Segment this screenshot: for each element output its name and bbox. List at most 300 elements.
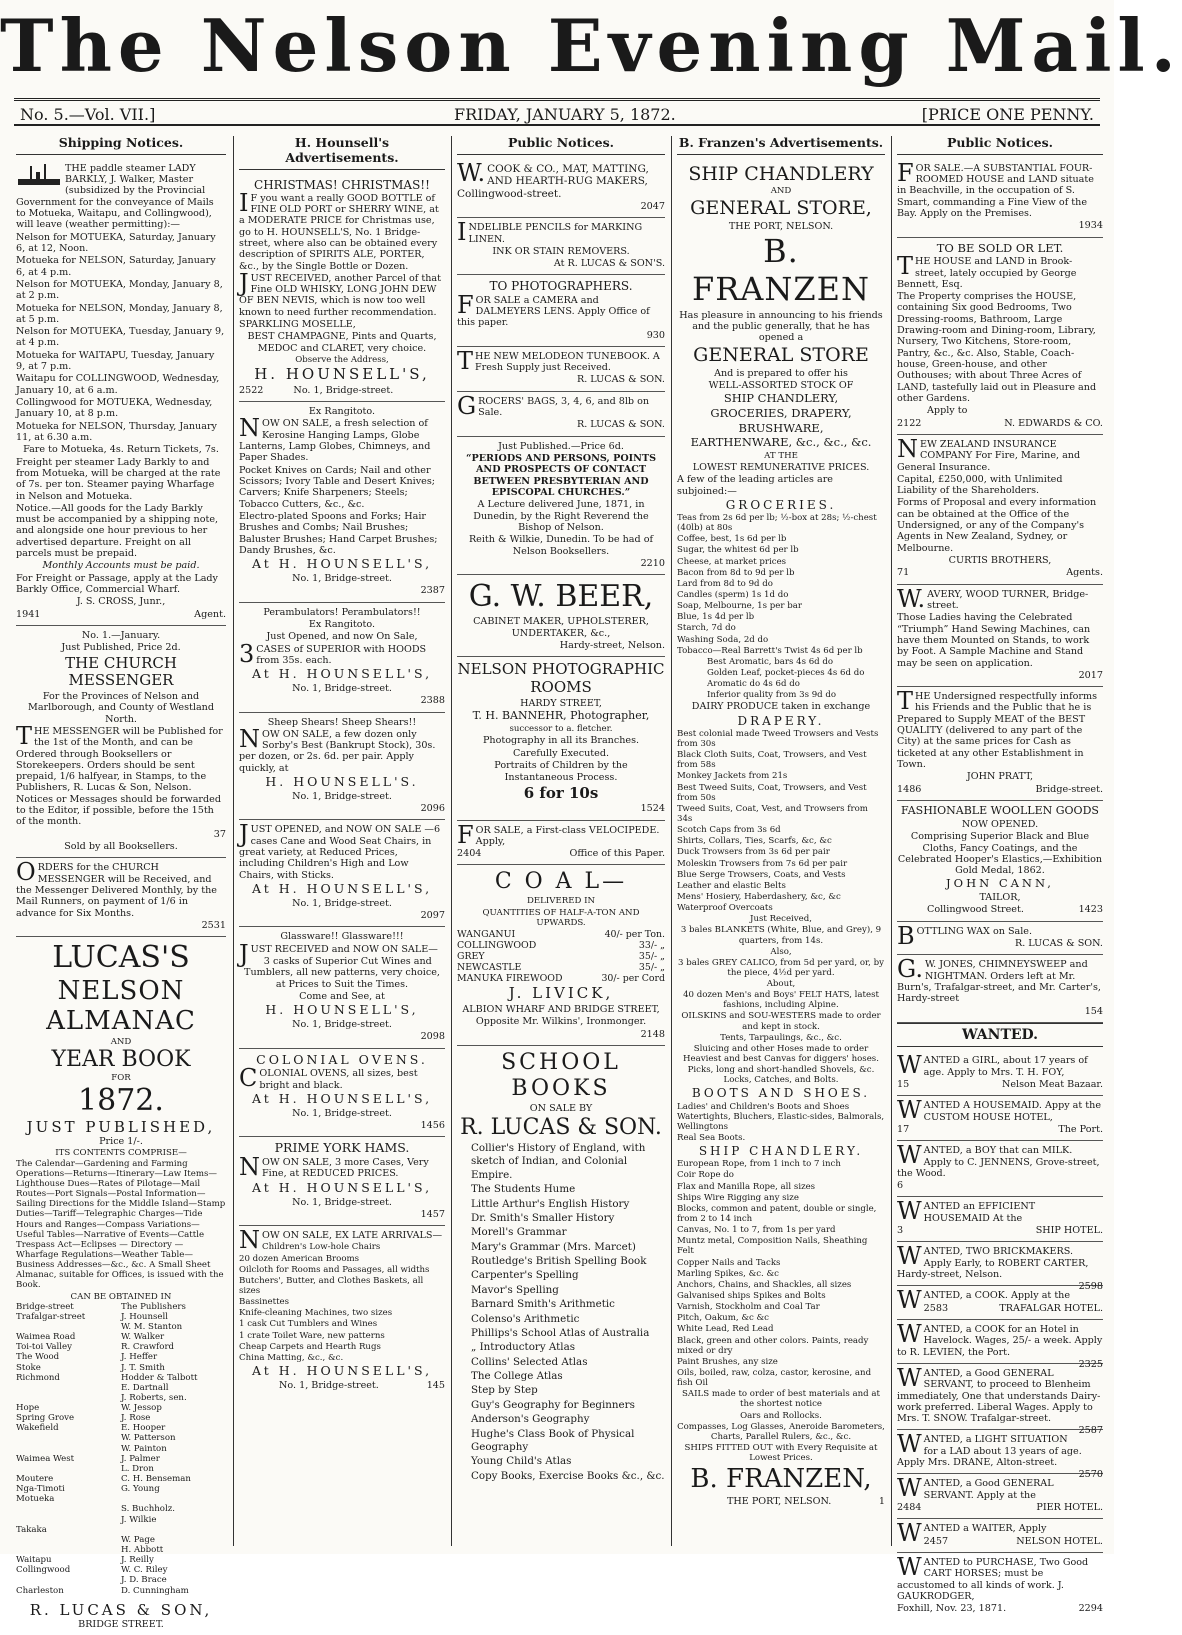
ad-body: A Lecture delivered June, 1871, in Dunedin, by the Right Reverend the Bishop of Nelson. [473, 499, 649, 533]
almanac-title: NELSON ALMANAC [46, 975, 196, 1037]
column-rule [891, 136, 892, 1546]
ad-number: 2598 [1078, 1281, 1103, 1293]
list-item: Marling Spikes, &c. &c [677, 1268, 779, 1279]
ad-body: WANTED, a BOY that can MILK. Apply to C. JENNENS, Grove-street, the Wood. [897, 1141, 1100, 1179]
agent-row: Hope W. Jessop [16, 1403, 162, 1414]
list-item: Canvas, No. 1 to 7, from 1s per yard [677, 1225, 836, 1236]
ad-lady-barkly [16, 159, 226, 626]
ad-photographers [457, 275, 665, 346]
ad-arrivals [239, 1226, 445, 1396]
ad-body: Office of this Paper. [569, 848, 665, 860]
list-item: Aromatic do 4s 6d do [707, 679, 800, 690]
list-item: Oilcloth for Rooms and Passages, all widths [239, 1264, 430, 1275]
notice: Notice.—All goods for the Lady Barkly must be accompanied by a shipping note, and alongside one hour previous to her advertised departure. Freight on all parcels must be prepaid. [16, 502, 219, 560]
agent-row: Collingwood W. C. Riley [16, 1565, 168, 1576]
agent-row: W. M. Stanton [121, 1321, 183, 1332]
agent-row: L. Dron [121, 1463, 154, 1474]
list-item: 1 crate Toilet Ware, new patterns [239, 1330, 385, 1341]
list-item: Golden Leaf, pocket-pieces 4s 6d do [707, 667, 865, 678]
almanac-price: Price 1/-. [99, 1136, 143, 1148]
ad-body: TRAFALGAR HOTEL. [999, 1302, 1103, 1314]
sailing: Collingwood for MOTUEKA, Wednesday, January 10, at 8 p.m. [16, 397, 213, 420]
ad-glassware [239, 927, 445, 1048]
ad-pratt [897, 687, 1103, 801]
ad-body: Carefully Executed. [512, 747, 610, 759]
ad-body: FOR SALE, a First-class VELOCIPEDE. Apply, [457, 820, 660, 849]
book-item: Collins' Selected Atlas [471, 1355, 588, 1368]
agent-row: Wakefield E. Hooper [16, 1423, 166, 1434]
wanted-ad [897, 1242, 1103, 1293]
hounsell-name: H. HOUNSELL'S, [265, 1002, 419, 1018]
agent-row: Charleston D. Cunningham [16, 1585, 189, 1596]
sailing: Motueka for NELSON, Saturday, January 6, at 4 p.m. [16, 255, 216, 278]
ad-body: WANTED an EFFICIENT HOUSEMAID At the [897, 1197, 1036, 1226]
price-row: GREY 35/- „ [457, 951, 665, 963]
ad-body: Photography in all its Branches. [482, 735, 640, 747]
list-item: Coffee, best, 1s 6d per lb [677, 534, 787, 545]
list-item: Butchers', Butter, and Clothes Baskets, all sizes [239, 1275, 424, 1297]
ad-number: 71 [897, 567, 910, 579]
ad-body: UNDERTAKER, &c., [511, 627, 611, 639]
ad-number: 2583 [923, 1302, 949, 1314]
sailing: Waitapu for COLLINGWOOD, Wednesday, January 10, at 6 a.m. [16, 373, 220, 396]
agent-row: J. D. Brace [121, 1575, 167, 1586]
ad-body: HARDY STREET, [520, 697, 602, 709]
ad-body: EARTHENWARE, &c., &c., &c. [690, 435, 872, 450]
ad-body: Bridge-street. [1035, 783, 1103, 795]
ad-body: NOW OPENED. [961, 818, 1039, 830]
list-item: Moleskin Trowsers from 7s 6d per pair [677, 858, 848, 869]
list-item: Black Cloth Suits, Coat, Trowsers, and Vest from 58s [677, 750, 867, 771]
ad-coal [457, 865, 665, 1045]
list-item: Inferior quality from 3s 9d do [707, 690, 837, 701]
ad-melodeon [457, 347, 665, 392]
ad-number: 2047 [640, 200, 665, 212]
ad-body: Portraits of Children by the [494, 759, 628, 771]
column-heading: Shipping Notices. [16, 136, 226, 155]
ad-number: 2587 [1078, 1425, 1103, 1437]
ad-body: JUST OPENED, and NOW ON SALE —6 cases Cane and Wood Seat Chairs, in great variety, at Reduced Prices, including Children's High and Low Chairs, with Sticks. [239, 820, 441, 881]
monthly: Monthly Accounts must be paid. [42, 560, 200, 572]
column-rule [451, 136, 452, 1546]
ad-title: Ex Rangitoto. [308, 618, 376, 630]
list-item: Scotch Caps from 3s 6d [677, 825, 781, 836]
book-item: Carpenter's Spelling [471, 1269, 579, 1282]
section-title: GROCERIES. [725, 497, 837, 512]
ad-body: Apply to [927, 405, 968, 417]
almanac-year: 1872. [78, 1083, 164, 1119]
list-item: Soap, Melbourne, 1s per bar [677, 601, 802, 612]
ad-body: SHIP CHANDLERY, [723, 391, 839, 406]
ad-title: Perambulators! Perambulators!! [263, 606, 421, 618]
wanted-ad [897, 1553, 1103, 1620]
ad-body: THE PORT, NELSON. [728, 220, 834, 232]
book-item: Colenso's Arithmetic [471, 1312, 580, 1325]
ad-number: 1486 [897, 783, 922, 795]
ad-body: Pocket Knives on Cards; Nail and other Scissors; Ivory Table and Desert Knives; Carvers; Knife Sharpeners; Steels; Tobacco Cutters, &c., &c. [239, 464, 435, 510]
ad-title: SCHOOL BOOKS [501, 1049, 621, 1101]
ad-body: WANTED, TWO BRICKMAKERS. Apply Early, to ROBERT CARTER, Hardy-street, Nelson. [897, 1242, 1089, 1281]
ad-body: 6 for 10s [523, 783, 599, 802]
ad-body: SAILS made to order of best materials and at the shortest notice [682, 1389, 880, 1410]
fares: Fare to Motueka, 4s. Return Tickets, 7s. [23, 444, 219, 456]
list-item: Lard from 8d to 9d do [677, 578, 773, 589]
address: No. 1, Bridge-street. [293, 384, 394, 396]
agent-row: Waimea Road W. Walker [16, 1332, 165, 1343]
ad-body: Observe the Address, [295, 355, 389, 366]
ad-body: DELIVERED IN [526, 896, 596, 907]
ad-body: WANTED A HOUSEMAID. Appy at the CUSTOM HOUSE HOTEL, [897, 1096, 1102, 1125]
ad-title: CHRISTMAS! CHRISTMAS!! [254, 177, 430, 192]
issue-price: [PRICE ONE PENNY. [921, 105, 1094, 124]
mess-no: No. 1.—January. [81, 629, 161, 641]
franzen-name: B. FRANZEN, [690, 1464, 872, 1495]
ad-body: NOW ON SALE, 3 more Cases, Very Fine, at REDUCED PRICES. [239, 1153, 429, 1182]
agents-head: CAN BE OBTAINED IN [70, 1291, 172, 1302]
ad-body: JUST RECEIVED, another Parcel of that Fine OLD WHISKY, LONG JOHN DEW OF BEN NEVIS, which is now too well known to need further recommendation. [239, 268, 441, 318]
ad-perambulators [239, 603, 445, 713]
ad-body: 40 dozen Men's and Boys' FELT HATS, latest fashions, including Alpine. [683, 990, 879, 1011]
address: No. 1, Bridge-street. [292, 1196, 392, 1208]
agent-row: J. Roberts, sen. [121, 1392, 187, 1403]
ad-photo-rooms [457, 657, 665, 820]
agent-row: W. Patterson [121, 1433, 176, 1444]
book-item: Routledge's British Spelling Book [471, 1255, 647, 1268]
ad-body: Instantaneous Process. [504, 772, 618, 784]
ad-hams [239, 1137, 445, 1226]
ad-number: 1934 [1078, 220, 1103, 232]
agent-row: Trafalgar-street J. Hounsell [16, 1311, 168, 1322]
hounsell-name: At H. HOUNSELL'S, [251, 1179, 433, 1195]
almanac-pub: JUST PUBLISHED, [26, 1117, 216, 1136]
wanted-ad [897, 1519, 1103, 1553]
address: No. 1, Bridge-street. [292, 1107, 392, 1119]
ad-title: GENERAL STORE [693, 344, 869, 367]
almanac-title: LUCAS'S [52, 940, 190, 976]
section-title: SHIP CHANDLERY. [698, 1144, 864, 1159]
apply: For Freight or Passage, apply at the Lady Barkly Office, Commercial Wharf. [16, 572, 218, 595]
ad-body: GROCERIES, DRAPERY, [710, 406, 852, 421]
ad-number: 930 [646, 329, 665, 341]
sailing: Nelson for MOTUEKA, Monday, January 8, at 2 p.m. [16, 278, 223, 302]
book-item: Anderson's Geography [471, 1413, 590, 1426]
ad-body: NELSON HOTEL. [1016, 1535, 1103, 1547]
ad-body: “PERIODS AND PERSONS, POINTS AND PROSPECTS OF CONTACT BETWEEN PRESBYTERIAN AND EPISCOPAL CHURCHES.” [465, 453, 657, 498]
list-item: Tweed Suits, Coat, Vest, and Trowsers from 34s [677, 803, 868, 824]
ad-periods [457, 437, 665, 575]
price-row: MANUKA FIREWOOD 30/- per Cord [457, 973, 665, 985]
ad-number: 2388 [420, 695, 445, 707]
ad-body: Compasses, Log Glasses, Aneroide Barometers, Charts, Parallel Rulers, &c., &c. [677, 1421, 885, 1442]
ad-body: WANTED, a Good GENERAL SERVANT. Apply at the [897, 1474, 1054, 1503]
franzen-name: B. FRANZEN [692, 232, 870, 308]
ad-number: 3 [897, 1225, 904, 1237]
ad-jones [897, 955, 1103, 1023]
ad-body: IF you want a really GOOD BOTTLE of FINE OLD PORT or SHERRY WINE, at a MODERATE PRICE for Christmas use, go to H. HOUNSELL'S, No. 1 Bridge-street, where also can be obtained every description of SPIRITS ALE, PORTER, &c., by the Single Bottle or Dozen. [239, 188, 439, 272]
ad-number: 2122 [897, 417, 922, 429]
book-item: Morell's Grammar [471, 1226, 567, 1239]
list-item: Blocks, common and patent, double or single, from 2 to 14 inch [677, 1203, 877, 1225]
ad-body: FOR SALE.—A SUBSTANTIAL FOUR-ROOMED HOUSE and LAND situate in Beachville, in the occupation of S. Smart, commanding a Fine View of the Bay. Apply on the Premises. [897, 158, 1094, 219]
ad-number: 2522 [239, 384, 264, 396]
ad-body: Foxhill, Nov. 23, 1871. [897, 1603, 1007, 1615]
hounsell-name: H. HOUNSELL'S. [265, 774, 419, 790]
mess-sold: Sold by all Booksellers. [64, 841, 178, 852]
column-public-notices-2 [897, 135, 1103, 1615]
ad-body: Electro-plated Spoons and Forks; Hair Brushes and Combs; Nail Brushes; Baluster Brushes; Hand Carpet Brushes; Dandy Brushes, &c. [239, 510, 438, 556]
book-item: Mavor's Spelling [471, 1283, 559, 1296]
hounsell-name: At H. HOUNSELL'S, [251, 1363, 433, 1379]
mess-title: THE CHURCH MESSENGER [65, 653, 177, 690]
ad-body: The Property comprises the HOUSE, containing Six good Bedrooms, Two Dressing-rooms, Bathroom, Large Drawing-room and Dining-room, Library, Nursery, Two Kitchens, Store-room, Pantry, &c., &c. Also, Stable, Coach-house, Green-house, and other Outhouses; with about Three Acres of LAND, tastefully laid out in Pleasure and other Gardens. [897, 291, 1097, 404]
ad-title: C O A L— [494, 869, 628, 895]
ad-wax [897, 922, 1103, 956]
ad-shears [239, 713, 445, 821]
agent-row: Takaka [16, 1524, 47, 1535]
ad-body: NEW ZEALAND INSURANCE COMPANY For Fire, Marine, and General Insurance. [897, 434, 1081, 473]
list-item: Black, green and other colors. Paints, ready mixed or dry [677, 1335, 869, 1356]
ad-title: Sheep Shears! Sheep Shears!! [267, 716, 417, 728]
list-item: Varnish, Stockholm and Coal Tar [677, 1302, 820, 1313]
ad-number: 2294 [1078, 1603, 1103, 1615]
list-item: White Lead, Red Lead [677, 1324, 774, 1335]
ad-number: 145 [426, 1379, 445, 1391]
ad-body: A few of the leading articles are subjoined:— [677, 474, 833, 497]
ad-body: INK OR STAIN REMOVERS. [492, 245, 630, 257]
hounsell-name: At H. HOUNSELL'S, [251, 666, 433, 682]
ad-body: PIER HOTEL. [1036, 1502, 1103, 1514]
price-row: COLLINGWOOD 33/- „ [457, 939, 665, 951]
list-item: Blue, 1s 4d per lb [677, 612, 755, 623]
almanac-title: YEAR BOOK [51, 1047, 191, 1073]
ad-title: Just Published.—Price 6d. [498, 440, 624, 452]
contents: The Calendar—Gardening and Farming Operations—Returns—Itinerary—Law Items—Lighthouse Dues—Rates of Pilotage—Mail Routes—Port Signals—Postal Information—Sailing Directions for the Middle Island—Stamp Duties—Tariff—Telegraphic Charges—Tide Hours and Ranges—Compass Variations—Useful Tables—Narrative of Events—Cattle Trespass Act—Eclipses — Directory — Wharfage Regulations—Weather Table—Business Addresses—&c., &c. A Small Sheet Almanac, suitable for Offices, is issued with the Book. [16, 1158, 226, 1291]
ad-body: CABINET MAKER, UPHOLSTERER, [473, 615, 649, 627]
book-item: Little Arthur's English History [471, 1197, 630, 1210]
ad-body: Those Ladies having the Celebrated “Triumph” Hand Sewing Machines, can have them Mounted on Stands, to work by Foot. A Sample Machine and Stand may be seen on application. [897, 612, 1091, 669]
ad-body: WANTED a GIRL, about 17 years of age. Apply to Mrs. T. H. FOY, [897, 1051, 1088, 1080]
ad-body: Oars and Rollocks. [740, 1410, 822, 1421]
book-item: The Students Hume [471, 1183, 576, 1196]
ad-avery [897, 585, 1103, 688]
ad-body: AT THE [764, 450, 798, 461]
book-item: Hughe's Class Book of Physical Geography [471, 1427, 635, 1453]
sailing: Motueka for WAITAPU, Tuesday, January 9, at 7 p.m. [16, 349, 215, 373]
ad-body: NOW ON SALE, EX LATE ARRIVALS— [239, 1226, 443, 1255]
ad-body: Just Opened, and now On Sale, [266, 631, 418, 643]
ad-body: T. H. BANNEHR, Photographer, [472, 709, 650, 723]
ad-title: GENERAL STORE, [690, 197, 872, 220]
agent-row: H. Abbott [121, 1545, 164, 1556]
address: No. 1, Bridge-street. [279, 1379, 379, 1391]
list-item: Shirts, Collars, Ties, Scarfs, &c, &c [677, 836, 832, 847]
ad-body: WANTED, a LIGHT SITUATION for a LAD about 13 years of age. Apply Mrs. DRANE, Alton-street. [897, 1430, 1082, 1469]
column-franzen [677, 136, 885, 1546]
ad-body: 3CASES of SUPERIOR with HOODS from 35s. each. [239, 639, 427, 668]
list-item: Cheap Carpets and Hearth Rugs [239, 1341, 381, 1352]
list-item: Best colonial made Tweed Trowsers and Vests from 30s [677, 728, 879, 749]
address: No. 1, Bridge-street. [292, 572, 392, 584]
list-item: Coir Rope do [677, 1170, 734, 1181]
ad-number: 2017 [1078, 669, 1103, 681]
ad-number: 2325 [1078, 1358, 1103, 1370]
ad-bags [457, 392, 665, 437]
ad-body: COLONIAL OVENS, all sizes, best bright and black. [239, 1064, 418, 1093]
column-heading: Public Notices. [897, 136, 1103, 155]
sailing: Nelson for MOTUEKA, Saturday, January 6, at 12, Noon. [16, 231, 216, 254]
ad-body: Agents. [1066, 567, 1103, 579]
book-item: Young Child's Atlas [471, 1455, 572, 1468]
ad-number: 2531 [201, 919, 226, 931]
agent-row: J. Wilkie [121, 1514, 157, 1525]
ad-velocipede [457, 821, 665, 866]
price-row: NEWCASTLE 35/- „ [457, 962, 665, 974]
ad-body: Ladies' and Children's Boots and Shoes Watertights, Bluchers, Elastic-sides, Balmorals, Wellingtons [677, 1101, 885, 1132]
ad-body: The Port. [1058, 1123, 1103, 1135]
ad-body: Tents, Tarpaulings, &c., &c. [720, 1032, 842, 1043]
hounsell-name: At H. HOUNSELL'S, [251, 881, 433, 897]
signer: J. S. CROSS, Junr., [76, 596, 166, 608]
book-item: Guy's Geography for Beginners [471, 1398, 635, 1411]
list-item: Best Tweed Suits, Coat, Trowsers, and Vest from 50s [677, 782, 867, 803]
agent-row: Motueka [16, 1494, 55, 1505]
sailing: Motueka for NELSON, Monday, January 8, at 5 p.m. [16, 302, 223, 325]
ad-body: Also, [770, 946, 792, 957]
column-heading: B. Franzen's Advertisements. [677, 136, 885, 155]
agent-row: Nga-Timoti G. Young [16, 1484, 160, 1495]
list-item: Bacon from 8d to 9d per lb [677, 567, 795, 578]
masthead: The Nelson Evening Mail. [0, 3, 1182, 88]
hounsell-name: At H. HOUNSELL'S, [251, 556, 433, 572]
ad-number: 2404 [457, 848, 482, 860]
issue-date: FRIDAY, JANUARY 5, 1872. [454, 105, 676, 124]
agent-row: Bridge-street The Publishers [16, 1301, 186, 1312]
ad-body: WELL-ASSORTED STOCK OF [708, 380, 854, 392]
address: No. 1, Bridge-street. [292, 790, 392, 802]
list-item: Bassinettes [239, 1297, 290, 1308]
agent-row: E. Dartnall [121, 1382, 169, 1393]
list-item: Anchors, Chains, and Shackles, all sizes [677, 1279, 852, 1290]
ad-body: ON SALE BY [529, 1102, 593, 1114]
book-item: Collier's History of England, with sketch of Indian, and Colonial Empire. [471, 1142, 646, 1181]
ad-number: 17 [897, 1123, 910, 1135]
wanted-ad [897, 1141, 1103, 1197]
ad-body: Hardy-street, Nelson. [559, 640, 665, 652]
ad-body: SHIP HOTEL. [1035, 1225, 1103, 1237]
ad-body: AND [770, 186, 792, 197]
ad-number: 37 [213, 828, 226, 840]
list-item: Starch, 7d do [677, 623, 736, 634]
ad-body: TAILOR, [979, 892, 1021, 904]
list-item: Galvanised ships Spikes and Bolts [677, 1291, 826, 1302]
ship-intro: THE paddle steamer LADY BARKLY, J. Walker, Master (subsidized by the Provincial Government for the conveyance of Mails to Motueka, Waitapu, and Collingwood), will leave (weather permitting):— [16, 162, 214, 231]
book-item: „ Introductory Atlas [471, 1341, 576, 1354]
ad-cook [457, 159, 665, 218]
ad-lamps [239, 402, 445, 602]
list-item: Children's Low-hole Chairs [262, 1242, 381, 1253]
ad-body: Capital, £250,000, with Unlimited Liability of the Shareholders. [897, 473, 1063, 497]
ad-body: Has pleasure in announcing to his friends and the public generally, that he has opened a [679, 309, 883, 344]
agent-row: Richmond Hodder & Talbott [16, 1372, 198, 1383]
ad-body: W.AVERY, WOOD TURNER, Bridge-street. [897, 584, 1089, 613]
list-item: Teas from 2s 6d per lb; ½-box at 28s; ½-chest (40lb) at 80s [677, 512, 877, 534]
list-item: Washing Soda, 2d do [677, 634, 769, 645]
list-item: Tobacco—Real Barrett's Twist 4s 6d per lb [677, 645, 863, 656]
ad-title: PRIME YORK HAMS. [274, 1140, 410, 1156]
section-title: DRAPERY. [737, 713, 825, 728]
mess-pub: Just Published, Price 2d. [61, 642, 181, 654]
ad-sold-or-let [897, 238, 1103, 435]
ad-almanac [16, 937, 226, 1635]
ad-body: And is prepared to offer his [714, 367, 848, 379]
list-item: 1 cask Cut Tumblers and Wines [239, 1319, 378, 1330]
list-item: European Rope, from 1 inch to 7 inch [677, 1159, 841, 1170]
book-item: Barnard Smith's Arithmetic [471, 1298, 615, 1311]
ad-title: TO BE SOLD OR LET. [936, 240, 1064, 255]
ad-insurance [897, 435, 1103, 585]
column-public-notices [457, 136, 665, 1546]
ad-title: TO PHOTOGRAPHERS. [489, 279, 633, 294]
agent-row: Moutere C. H. Benseman [16, 1474, 191, 1485]
ad-body: WANTED, a COOK for an Hotel in Havelock. Wages, 25/- a week. Apply to R. LEVIEN, the Port. [897, 1319, 1103, 1358]
ad-number: 2484 [897, 1502, 922, 1514]
ad-body: FOR SALE a CAMERA and DALMEYERS LENS. Apply Office of this paper. [457, 290, 650, 329]
ad-body: Picks, long and short-handled Shovels, &c. Locks, Catches, and Bolts. [687, 1065, 875, 1086]
ad-body: BEST CHAMPAGNE, Pints and Quarts, MEDOC and CLARET, very choice. [247, 331, 437, 354]
book-item: Phillips's School Atlas of Australia [471, 1326, 650, 1339]
ad-number: 2570 [1078, 1469, 1103, 1481]
agent-row: S. Buchholz. [121, 1504, 175, 1515]
ad-title: NELSON PHOTOGRAPHIC ROOMS [457, 660, 665, 697]
ad-chairs [239, 820, 445, 927]
ad-body: About, [766, 979, 796, 990]
ad-body: NOW ON SALE, a few dozen only Sorby's Best (Bankrupt Stock), 30s. per dozen, or 2s. 6d. per pair. Apply quickly, at [239, 724, 436, 774]
ad-franzen [677, 159, 885, 1513]
ad-body: Nelson Meat Bazaar. [1001, 1078, 1103, 1090]
list-item: 20 dozen American Brooms [239, 1253, 360, 1264]
mess-body: THE MESSENGER will be Published for the 1st of the Month, and can be Ordered through Booksellers or Storekeepers. Orders should be sent prepaid, 1/6 halfyear, in Stamps, to the Publishers, R. Lucas & Son, Nelson. Notices or Messages should be forwarded to the Editor, if possible, before the 15th of the month. [16, 721, 223, 828]
almanac-for: FOR [111, 1073, 131, 1084]
signer-role: Agent. [194, 608, 226, 620]
mess-for: For the Provinces of Nelson and Marlborough, and County of Westland North. [28, 690, 214, 725]
ad-body: CURTIS BROTHERS, [948, 555, 1052, 566]
wanted-ad [897, 1363, 1103, 1437]
agent-row: Spring Grove J. Rose [16, 1413, 151, 1424]
wanted-ad [897, 1096, 1103, 1141]
wanted-ad [897, 1430, 1103, 1481]
ad-body: INDELIBLE PENCILS for MARKING LINEN. [457, 218, 643, 247]
ad-body: BOTTLING WAX on Sale. [897, 921, 1033, 950]
ad-body: Comprising Superior Black and Blue Cloths, Fancy Coatings, and the Celebrated Hooper's Elastics,—Exhibition Gold Medal, 1862. [897, 831, 1103, 877]
footer-lucas: R. LUCAS & SON, [29, 1600, 213, 1619]
ad-body: JOHN PRATT, [966, 771, 1034, 783]
list-item: Waterproof Overcoats [677, 903, 773, 914]
ad-number: 2457 [923, 1535, 949, 1547]
wanted-ad [897, 1474, 1103, 1519]
ad-pencils [457, 218, 665, 275]
column-rule [233, 136, 234, 1546]
ad-body: W.COOK & CO., MAT, MATTING, AND HEARTH-RUG MAKERS, Collingwood-street. [457, 158, 649, 200]
ad-number: 2097 [420, 910, 445, 922]
ad-for-sale [897, 159, 1103, 238]
ad-body: BRUSHWARE, [738, 420, 824, 435]
column-hounsell [239, 136, 445, 1546]
ad-body: Real Sea Boots. [677, 1133, 746, 1144]
ad-body: SPARKLING MOSELLE, [239, 319, 356, 331]
ad-body: Reith & Wilkie, Dunedin. To be had of Nelson Booksellers. [468, 534, 654, 557]
list-item: Flax and Manilla Rope, all sizes [677, 1181, 816, 1192]
price-row: WANGANUI 40/- per Ton. [457, 928, 665, 940]
